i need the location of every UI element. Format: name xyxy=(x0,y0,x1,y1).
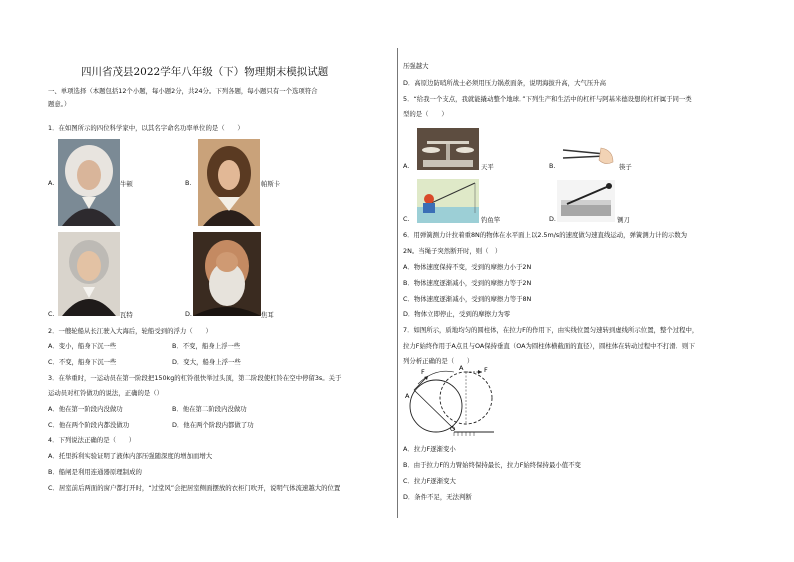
q5-option-c-letter: C. xyxy=(403,215,410,223)
fishing-rod-image xyxy=(417,179,479,223)
q3-option-a: A．他在第一阶段内没做功 xyxy=(48,405,123,413)
q3-option-d: D．他在两个阶段内都做了功 xyxy=(172,421,254,429)
question-1: 1．在如图所示的四位科学家中，以其名字命名功率单位的是（ ） xyxy=(48,124,244,132)
q7-option-a: A．拉力F逐渐变小 xyxy=(403,445,456,453)
q4-option-d: D．高原边防哨所战士必须用压力锅煮面条，说明海拔升高，大气压升高 xyxy=(403,79,607,87)
q2-option-a: A．变小，船身下沉一些 xyxy=(48,342,117,350)
label-point-o: O xyxy=(450,425,456,433)
q5-option-a-name: 天平 xyxy=(481,163,494,171)
q2-option-d: D．变大，船身上浮一些 xyxy=(172,358,241,366)
question-5: 5．“给我一个支点，我就能撬动整个地球．”下列生产和生活中的杠杆与阿基米德设想的杠杆属于同一类 xyxy=(403,95,692,103)
q5-option-b-name: 筷子 xyxy=(619,163,632,171)
question-4: 4．下列说法正确的是（ ） xyxy=(48,436,136,444)
q5-option-c-name: 钓鱼竿 xyxy=(481,216,501,224)
joule-portrait xyxy=(193,232,261,316)
label-force-f-end: F xyxy=(484,366,488,374)
q4-option-c: C．居室前后两面的窗户都打开时，“过堂风”会把居室侧面摆放的衣柜门吹开，说明气体流速越大的位置 xyxy=(48,484,341,492)
question-7-cont2: 列分析正确的是（ ） xyxy=(403,357,474,365)
q4-option-c-cont: 压强越大 xyxy=(403,62,429,70)
q7-option-d: D．条件不足，无法判断 xyxy=(403,493,472,501)
question-3-cont: 运动员对杠铃做功的说法，正确的是（） xyxy=(48,389,164,397)
option-b-letter: B. xyxy=(185,179,192,187)
section-heading: 一、单项选择（本题包括12个小题，每小题2分，共24分。下列各题，每小题只有一个选项符合 xyxy=(48,87,318,95)
question-6: 6．用弹簧测力计拉着重8N的物体在水平面上以2.5m/s的速度做匀速直线运动，弹簧测力计的示数为 xyxy=(403,231,688,239)
section-heading-cont: 题意。） xyxy=(48,100,71,108)
option-d-name: 焦耳 xyxy=(261,311,274,319)
q3-option-b: B．他在第二阶段内没做功 xyxy=(172,405,247,413)
label-force-f-start: F xyxy=(421,368,425,376)
option-c-name: 瓦特 xyxy=(120,311,133,319)
q5-option-a-letter: A. xyxy=(403,162,410,170)
cylinder-rotation-diagram xyxy=(404,364,500,440)
question-5-cont: 型的是（ ） xyxy=(403,110,448,118)
chopsticks-image xyxy=(561,140,617,170)
question-3: 3．在举重时，一运动员在第一阶段把150kg的杠铃很快举过头顶，第二阶段使杠铃在空中停留3s。关于 xyxy=(48,374,342,382)
pascal-portrait xyxy=(198,139,260,226)
q5-option-d-name: 铡刀 xyxy=(617,216,630,224)
q7-option-b: B．由于拉力F的力臂始终保持最长，拉力F始终保持最小值不变 xyxy=(403,461,581,469)
option-a-name: 牛顿 xyxy=(120,180,133,188)
q7-option-c: C．拉力F逐渐变大 xyxy=(403,477,456,485)
q2-option-c: C．不变，船身下沉一些 xyxy=(48,358,117,366)
label-point-a-start: A xyxy=(405,392,410,400)
question-6-cont: 2N。当绳子突然断开时，则（ ） xyxy=(403,247,502,255)
q4-option-a: A．托里拆利实验证明了液体内部压强随深度的增加而增大 xyxy=(48,452,213,460)
guillotine-cutter-image xyxy=(557,180,615,222)
q2-option-b: B．不变，船身上浮一些 xyxy=(172,342,241,350)
label-point-a-end: A xyxy=(459,364,464,372)
q6-option-c: C．物体速度逐渐减小，受到的摩擦力等于8N xyxy=(403,295,532,303)
q4-option-b: B．船闸是利用连通器原理制成的 xyxy=(48,468,142,476)
option-c-letter: C. xyxy=(48,310,55,318)
option-a-letter: A. xyxy=(48,179,55,187)
newton-portrait xyxy=(58,139,120,226)
q6-option-d: D．物体立即停止，受到的摩擦力为零 xyxy=(403,310,511,318)
page-title: 四川省茂县2022学年八年级（下）物理期末模拟试题 xyxy=(81,66,329,78)
question-7: 7．如图所示，质地均匀的圆柱体，在拉力F的作用下，由实线位置匀速转到虚线所示位置，整个过程中， xyxy=(403,326,699,334)
q6-option-b: B．物体速度逐渐减小，受到的摩擦力等于2N xyxy=(403,279,532,287)
q5-option-b-letter: B. xyxy=(549,162,556,170)
watt-portrait xyxy=(58,232,120,316)
option-b-name: 帕斯卡 xyxy=(261,180,281,188)
column-divider xyxy=(397,48,398,518)
question-7-cont: 拉力F始终作用于A点且与OA保持垂直（OA为圆柱体横截面的直径），圆柱体在转动过程中不打滑．则下 xyxy=(403,342,695,350)
q6-option-a: A．物体速度保持不变，受到的摩擦力小于2N xyxy=(403,263,532,271)
q3-option-c: C．他在两个阶段内都没做功 xyxy=(48,421,130,429)
q5-option-d-letter: D. xyxy=(549,215,556,223)
balance-scale-image xyxy=(417,128,479,170)
option-d-letter: D. xyxy=(185,310,192,318)
question-2: 2．一艘轮船从长江驶入大海后，轮船受到的浮力（ ） xyxy=(48,327,212,335)
